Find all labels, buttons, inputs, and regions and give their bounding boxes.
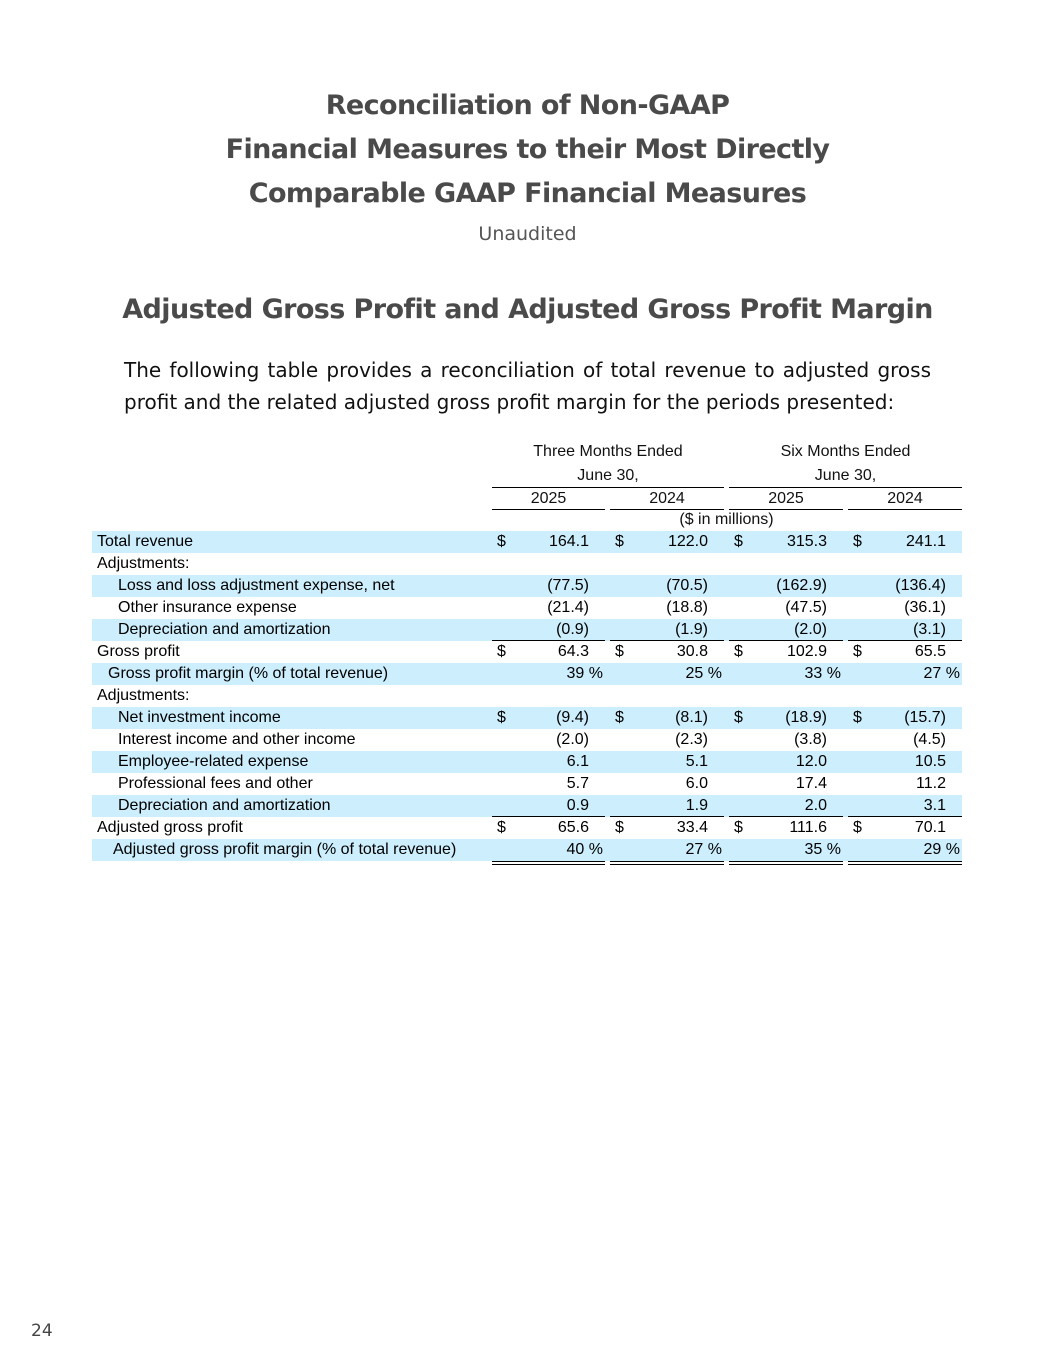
row-label: Gross profit	[97, 643, 180, 660]
dollar-sign: $	[615, 643, 624, 660]
value-cell: 102.9	[786, 643, 827, 660]
dollar-sign: $	[615, 533, 624, 550]
value-cell: 3.1	[923, 797, 946, 814]
table-row	[92, 729, 962, 751]
row-label: Employee-related expense	[118, 753, 309, 770]
value-cell: 241.1	[905, 533, 946, 550]
dollar-sign: $	[615, 819, 624, 836]
page-number: 24	[31, 1321, 53, 1341]
value-cell: (47.5)	[785, 599, 827, 616]
page-title-line-1: Reconciliation of Non-GAAP	[325, 90, 730, 121]
units-label: ($ in millions)	[679, 511, 774, 528]
value-cell: 25 %	[685, 665, 722, 682]
value-cell: 27 %	[923, 665, 960, 682]
table-row	[92, 839, 962, 861]
row-label: Gross profit margin (% of total revenue)	[108, 665, 389, 682]
dollar-sign: $	[497, 819, 506, 836]
value-cell: (21.4)	[547, 599, 589, 616]
table-row	[92, 597, 962, 619]
double-rule	[729, 861, 843, 862]
value-cell: 65.6	[557, 819, 589, 836]
table-row	[92, 685, 962, 707]
value-cell: (70.5)	[666, 577, 708, 594]
dollar-sign: $	[497, 533, 506, 550]
table-row	[92, 663, 962, 685]
row-label: Professional fees and other	[118, 775, 313, 792]
value-cell: 33.4	[676, 819, 708, 836]
year-underline	[492, 509, 605, 510]
table-row	[92, 641, 962, 663]
double-rule	[848, 861, 962, 862]
table-row	[92, 619, 962, 641]
value-cell: (15.7)	[904, 709, 946, 726]
dollar-sign: $	[497, 643, 506, 660]
double-rule	[492, 861, 605, 862]
double-rule	[729, 864, 843, 865]
value-cell: 0.9	[566, 797, 589, 814]
value-cell: (0.9)	[556, 621, 589, 638]
value-cell: (9.4)	[556, 709, 589, 726]
row-label: Total revenue	[97, 533, 194, 550]
table-row	[92, 795, 962, 817]
subtitle: Unaudited	[478, 223, 577, 245]
group-header-three-months	[492, 442, 724, 486]
value-cell: (136.4)	[895, 577, 946, 594]
row-label: Interest income and other income	[118, 731, 356, 748]
double-rule	[492, 864, 605, 865]
group-header-line2: June 30,	[577, 467, 639, 484]
group-header-line1: Three Months Ended	[533, 443, 683, 460]
subtotal-rule	[848, 640, 962, 641]
dollar-sign: $	[853, 709, 862, 726]
value-cell: 10.5	[914, 753, 946, 770]
table-row	[92, 751, 962, 773]
dollar-sign: $	[734, 533, 743, 550]
row-label: Adjustments:	[97, 687, 190, 704]
value-cell: 122.0	[667, 533, 708, 550]
value-cell: 30.8	[676, 643, 708, 660]
dollar-sign: $	[734, 819, 743, 836]
group-underline	[729, 487, 962, 488]
subtotal-rule	[729, 640, 843, 641]
table-row	[92, 531, 962, 553]
title-block	[0, 84, 1055, 250]
dollar-sign: $	[853, 643, 862, 660]
row-label: Adjusted gross profit	[97, 819, 243, 836]
value-cell: 64.3	[557, 643, 589, 660]
value-cell: 29 %	[923, 841, 960, 858]
value-cell: (2.0)	[556, 731, 589, 748]
value-cell: (3.8)	[794, 731, 827, 748]
value-cell: 111.6	[789, 819, 827, 836]
value-cell: 65.5	[914, 643, 946, 660]
row-label: Adjusted gross profit margin (% of total revenue)	[113, 841, 457, 858]
value-cell: (2.3)	[675, 731, 708, 748]
year-header: 2025	[768, 490, 804, 507]
value-cell: (18.9)	[785, 709, 827, 726]
double-rule	[848, 864, 962, 865]
value-cell: 12.0	[795, 753, 827, 770]
year-underline	[848, 509, 962, 510]
year-header: 2025	[530, 490, 567, 507]
double-rule	[610, 864, 724, 865]
intro-paragraph: The following table provides a reconciliation of total revenue to adjusted gross profit and the related adjusted gross profit margin for the periods presented:	[124, 358, 931, 414]
value-cell: (4.5)	[913, 731, 946, 748]
row-label: Depreciation and amortization	[118, 621, 331, 638]
dollar-sign: $	[497, 709, 506, 726]
value-cell: 1.9	[685, 797, 708, 814]
dollar-sign: $	[615, 709, 624, 726]
subtotal-rule	[610, 816, 724, 817]
value-cell: 6.0	[685, 775, 708, 792]
value-cell: (8.1)	[675, 709, 708, 726]
dollar-sign: $	[853, 533, 862, 550]
dollar-sign: $	[734, 643, 743, 660]
group-underline	[492, 487, 724, 488]
subtotal-rule	[492, 816, 605, 817]
subtotal-rule	[610, 640, 724, 641]
table-row	[92, 817, 962, 839]
value-cell: (18.8)	[666, 599, 708, 616]
table-row	[92, 553, 962, 575]
value-cell: 40 %	[566, 841, 603, 858]
value-cell: 2.0	[804, 797, 827, 814]
group-header-six-months	[729, 442, 962, 486]
value-cell: 35 %	[804, 841, 841, 858]
section-title: Adjusted Gross Profit and Adjusted Gross Profit Margin	[122, 294, 933, 325]
row-label: Depreciation and amortization	[118, 797, 331, 814]
value-cell: 70.1	[914, 819, 946, 836]
table-row	[92, 773, 962, 795]
value-cell: 5.7	[566, 775, 589, 792]
dollar-sign: $	[853, 819, 862, 836]
table-row	[92, 707, 962, 729]
value-cell: (36.1)	[904, 599, 946, 616]
value-cell: 33 %	[804, 665, 841, 682]
table-row	[92, 575, 962, 597]
value-cell: (3.1)	[913, 621, 946, 638]
dollar-sign: $	[734, 709, 743, 726]
year-header: 2024	[649, 490, 685, 507]
value-cell: (1.9)	[675, 621, 708, 638]
year-header: 2024	[887, 490, 923, 507]
page-title-line-3: Comparable GAAP Financial Measures	[248, 178, 807, 209]
value-cell: (2.0)	[794, 621, 827, 638]
subtotal-rule	[492, 640, 605, 641]
value-cell: (77.5)	[547, 577, 589, 594]
row-label: Net investment income	[118, 709, 281, 726]
value-cell: 315.3	[786, 533, 827, 550]
row-label: Other insurance expense	[118, 599, 297, 616]
row-label: Adjustments:	[97, 555, 190, 572]
value-cell: 17.4	[795, 775, 827, 792]
group-header-line2: June 30,	[814, 467, 877, 484]
subtotal-rule	[848, 816, 962, 817]
value-cell: (162.9)	[776, 577, 827, 594]
value-cell: 27 %	[685, 841, 722, 858]
value-cell: 11.2	[916, 775, 946, 792]
page-title-line-2: Financial Measures to their Most Directly	[225, 134, 830, 165]
value-cell: 5.1	[685, 753, 708, 770]
value-cell: 39 %	[566, 665, 603, 682]
row-label: Loss and loss adjustment expense, net	[118, 577, 395, 594]
subtotal-rule	[729, 816, 843, 817]
group-header-line1: Six Months Ended	[780, 443, 911, 460]
value-cell: 6.1	[566, 753, 589, 770]
double-rule	[610, 861, 724, 862]
value-cell: 164.1	[548, 533, 589, 550]
